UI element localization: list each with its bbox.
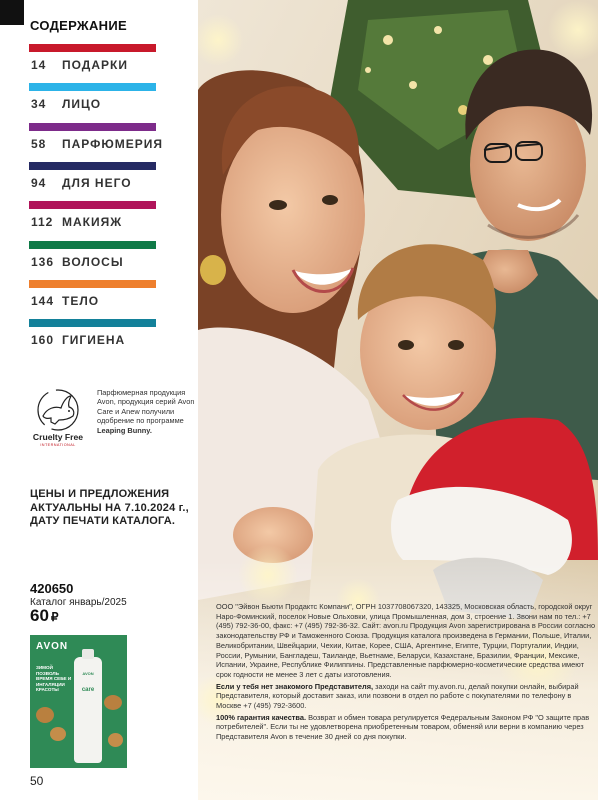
toc-label: ПАРФЮМЕРИЯ bbox=[62, 136, 164, 151]
toc-page-number: 14 bbox=[31, 58, 47, 72]
almond-image bbox=[108, 733, 123, 747]
toc-page-number: 34 bbox=[31, 97, 47, 112]
toc-color-bar bbox=[29, 241, 156, 249]
toc-row bbox=[31, 58, 128, 72]
toc-row bbox=[31, 176, 132, 190]
toc-label: ДЛЯ НЕГО bbox=[62, 175, 132, 190]
cruelty-free-note bbox=[97, 388, 197, 435]
toc-color-bar bbox=[29, 201, 156, 209]
corner-tab bbox=[0, 0, 24, 25]
cover-tagline: ЗИМОЙ ПОЗВОЛЬ ВРЕМЯ СЕБЕ И ИНГАЛЯЦИИ КРАСОТЫ bbox=[36, 665, 72, 693]
toc-color-bar bbox=[29, 44, 156, 52]
toc-label: ЛИЦО bbox=[62, 97, 102, 112]
legal-guarantee-bold: 100% гарантия качества. bbox=[216, 712, 307, 722]
toc-color-bar bbox=[29, 280, 156, 288]
cruelty-free-text: Парфюмерная продукция Avon, продукция серий Avon Care и Anew получили одобрение по программе bbox=[97, 388, 195, 426]
toc-row bbox=[31, 215, 122, 229]
legal-text bbox=[216, 602, 598, 744]
toc-page-number: 94 bbox=[31, 175, 47, 190]
toc-page-number: 160 bbox=[31, 333, 55, 348]
toc-color-bar bbox=[29, 123, 156, 131]
toc-color-bar bbox=[29, 83, 156, 91]
prices-note: ЦЕНЫ И ПРЕДЛОЖЕНИЯ АКТУАЛЬНЫ НА 7.10.2024 г., ДАТУ ПЕЧАТИ КАТАЛОГА. bbox=[30, 488, 189, 527]
legal-representative-bold: Если у тебя нет знакомого Представителя, bbox=[216, 681, 374, 691]
rabbit-icon bbox=[43, 396, 74, 424]
toc-page-number: 136 bbox=[31, 254, 55, 269]
price-value: 60 bbox=[30, 606, 49, 625]
almond-image bbox=[36, 707, 54, 723]
cruelty-free-program: Leaping Bunny. bbox=[97, 425, 152, 435]
catalog-code: 420650 bbox=[30, 581, 74, 596]
cruelty-free-logo-text: Cruelty Free bbox=[32, 432, 84, 442]
toc-label: МАКИЯЖ bbox=[62, 215, 123, 230]
almond-image bbox=[104, 695, 122, 710]
toc-label: ПОДАРКИ bbox=[62, 58, 128, 72]
toc-label: ТЕЛО bbox=[62, 293, 100, 308]
product-bottle bbox=[74, 657, 102, 763]
catalog-cover-thumbnail bbox=[30, 635, 127, 768]
toc-label: ВОЛОСЫ bbox=[62, 254, 124, 269]
bottle-label: care bbox=[81, 687, 95, 693]
bottle-brand: AVON bbox=[82, 671, 94, 676]
toc-row bbox=[31, 97, 101, 111]
toc-color-bar bbox=[29, 162, 156, 170]
logo-circle bbox=[38, 390, 78, 430]
price-currency: ₽ bbox=[50, 610, 59, 624]
legal-company: ООО "Эйвон Бьюти Продактс Компани", ОГРН 1037708067320, 143325, Московская область, городской округ Наро-Фоминский, поселок Новые Ольховки, улица Промышленная, дом 3, строение 1. Звони нам по тел.: +7 (495) 792-36-00, факс: +7 (495) 792-36-32. Сайт: avon.ru Продукция Avon зарегистрирована в России согласно законодательству РФ и Таможенного Союза. Продукция каталога произведена в Германии, Польше, Италии, Великобритании, Швейцарии, Чехии, Китае, Корее, США, Аргентине, Египте, Турции, Португалии, Индии, России, Румынии, Бангладеш, Таиланде, Вьетнаме, Беларуси, Казахстане, Бразилии, Франции, Мексике, Испании, Украине, Республике Филиппины. Представленные парфюмерно-косметические средства имеют срок годности не менее 3 лет с даты изготовления. bbox=[216, 602, 596, 679]
toc-color-bar bbox=[29, 319, 156, 327]
legal-representative-text: заходи на сайт my.avon.ru, делай покупки онлайн, выбирай Представителя, который доставит заказ, или позвони в отдел по работе с покупателями по телефону в Москве +7 (495) 792-3600. bbox=[216, 681, 579, 711]
toc-page-number: 144 bbox=[31, 293, 55, 308]
toc-row bbox=[31, 294, 99, 308]
toc-row bbox=[31, 255, 124, 269]
toc-row bbox=[31, 137, 163, 151]
toc-title: СОДЕРЖАНИЕ bbox=[30, 18, 127, 33]
catalog-name: Каталог январь/2025 bbox=[30, 597, 127, 608]
cruelty-free-logo bbox=[29, 388, 89, 450]
toc-page-number: 58 bbox=[31, 136, 47, 151]
left-column bbox=[0, 0, 198, 800]
legal-guarantee bbox=[216, 713, 598, 742]
cruelty-free-logo-sub: INTERNATIONAL bbox=[40, 443, 76, 447]
cover-brand: AVON bbox=[36, 641, 69, 652]
toc-label: ГИГИЕНА bbox=[62, 333, 126, 348]
legal-guarantee-text: Возврат и обмен товара регулируется Федеральным Законом РФ "О защите прав потребителей". Если ты не удовлетворена приобретенным товаром, обменяй или верни в компанию через Представителя Avon в течение 30 дней со дня покупки. bbox=[216, 712, 590, 742]
page-number: 50 bbox=[30, 774, 44, 788]
almond-image bbox=[50, 727, 66, 741]
catalog-price bbox=[30, 606, 59, 626]
toc-row bbox=[31, 333, 125, 347]
toc-page-number: 112 bbox=[31, 215, 54, 230]
legal-representative bbox=[216, 682, 598, 711]
